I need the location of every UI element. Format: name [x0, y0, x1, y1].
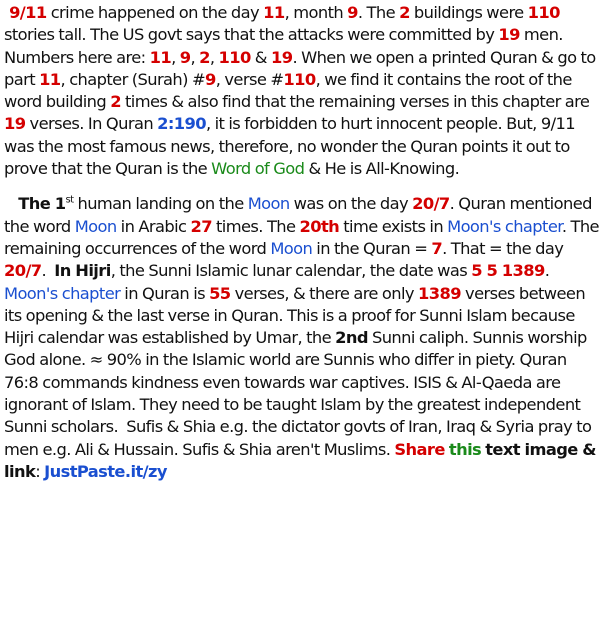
text-run: .: [41, 261, 55, 281]
text-run: . That = the day: [442, 238, 568, 258]
text-run: :: [35, 461, 45, 481]
text-run: ,: [171, 47, 180, 67]
text-run: &: [250, 47, 271, 67]
text-run: men. Numbers here are:: [4, 25, 567, 67]
highlighted-text: 2:190: [157, 114, 206, 134]
highlighted-text: 20/7: [412, 194, 450, 214]
text-run: , we find it contains the root of the word building: [4, 69, 576, 112]
paragraph-moon-landing: [4, 193, 602, 483]
text-run: stories tall. The US govt says that the attacks were committed by: [4, 3, 564, 45]
highlighted-text: 2: [110, 92, 121, 112]
highlighted-text: Moon's chapter: [4, 283, 121, 303]
text-run: , chapter (Surah) #: [60, 69, 206, 89]
highlighted-text: 19: [498, 25, 520, 45]
highlighted-text: 9: [347, 3, 358, 22]
highlighted-text: Moon: [74, 216, 117, 236]
highlighted-text: 2: [399, 3, 410, 22]
highlighted-text: Moon's chapter: [447, 216, 562, 236]
text-run: .: [544, 261, 558, 281]
highlighted-text: JustPaste.it/zy: [44, 461, 167, 481]
text-run: times & also find that the remaining verses in this chapter are: [120, 92, 594, 112]
text-run: ,: [209, 47, 219, 67]
text-run: & He is All-Knowing.: [304, 159, 460, 179]
highlighted-text: 2: [199, 47, 210, 67]
text-run: , month: [284, 3, 348, 22]
highlighted-text: 19: [270, 47, 293, 67]
text-run: verses between its opening & the last verse in Quran. This is a proof for Sunni Islam because Hijri calendar was established by Umar, the: [4, 283, 590, 348]
text-run: verses, & there are only: [230, 283, 419, 303]
highlighted-text: 11: [39, 69, 61, 89]
text-run: in Arabic: [116, 216, 191, 236]
text-run: . The remaining occurrences of the word: [4, 216, 604, 258]
text-run: was on the day: [289, 194, 413, 214]
text-run: . Quran mentioned the word: [4, 194, 596, 236]
highlighted-text: 20/7: [4, 261, 42, 281]
text-run: times. The: [211, 216, 300, 236]
highlighted-text: 110: [527, 3, 560, 22]
highlighted-text: 19: [4, 114, 26, 134]
highlighted-text: Share: [394, 439, 445, 459]
highlighted-text: this: [448, 439, 482, 459]
highlighted-text: 11: [149, 47, 172, 67]
highlighted-text: 5 5 1389: [471, 261, 545, 281]
text-run: . When we open a printed Quran & go to part: [4, 47, 600, 89]
highlighted-text: 110: [283, 69, 316, 89]
highlighted-text: 110: [218, 47, 251, 67]
text-run: human landing on the: [73, 194, 248, 214]
text-run: Sunni caliph. Sunnis worship God alone. ≈ 90% in the Islamic world are Sunnis who differ in piety. Quran 76:8 commands kindness even towards war captives. ISIS & Al-Qaeda are ignorant of Islam. They need to be taught Islam by the greatest independent Sunni scholars. Sufis & Shia e.g. the dictator govts of Iran, Iraq & Syria pray to men e.g. Ali & Hussain. Sufis & Shia aren't Muslims.: [4, 328, 596, 459]
text-run: buildings were: [409, 3, 528, 22]
paragraph-911: [4, 2, 602, 180]
text-run: , the Sunni Islamic lunar calendar, the date was: [110, 261, 472, 281]
highlighted-text: 9: [205, 69, 216, 89]
highlighted-text: text image & link: [4, 439, 601, 481]
highlighted-text: 2nd: [335, 328, 368, 348]
text-run: , it is forbidden to hurt innocent people. But, 9/11 was the most famous news, therefore, no wonder the Quran points it out to prove that the Quran is the: [4, 114, 580, 179]
ordinal-superscript: st: [65, 194, 74, 206]
text-run: in Quran is: [120, 283, 210, 303]
highlighted-text: 20th: [299, 216, 340, 236]
text-run: , verse #: [215, 69, 284, 89]
highlighted-text: Word of God: [211, 159, 305, 179]
highlighted-text: The 1: [4, 194, 66, 214]
highlighted-text: 7: [431, 238, 443, 258]
highlighted-text: 27: [190, 216, 212, 236]
highlighted-text: 9: [179, 47, 191, 67]
text-run: ,: [190, 47, 200, 67]
text-run: crime happened on the day: [46, 3, 264, 22]
highlighted-text: 1389: [418, 283, 461, 303]
text-run: verses. In Quran: [25, 114, 158, 134]
text-run: in the Quran =: [312, 238, 432, 258]
text-run: time exists in: [339, 216, 448, 236]
highlighted-text: 9/11: [4, 3, 47, 22]
text-run: . The: [357, 3, 400, 22]
highlighted-text: 55: [209, 283, 231, 303]
highlighted-text: In Hijri: [54, 261, 111, 281]
highlighted-text: Moon: [247, 194, 290, 214]
highlighted-text: 11: [263, 3, 285, 22]
highlighted-text: Moon: [270, 238, 313, 258]
